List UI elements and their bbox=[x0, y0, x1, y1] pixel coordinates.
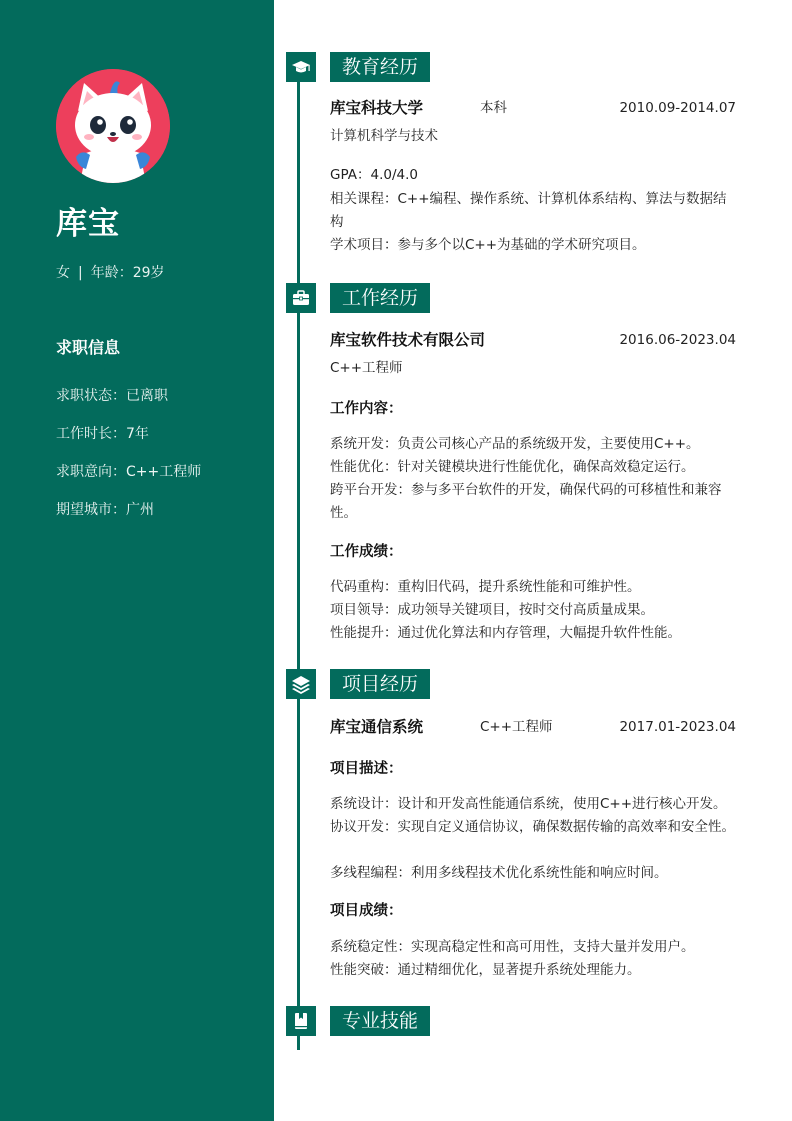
work-content-item: 系统开发：负责公司核心产品的系统级开发，主要使用C++。 bbox=[330, 436, 700, 452]
job-status: 求职状态：已离职 bbox=[56, 388, 168, 404]
education-period: 2010.09-2014.07 bbox=[619, 100, 736, 116]
profile-name: 库宝 bbox=[56, 206, 120, 242]
section-title-skills: 专业技能 bbox=[330, 1006, 430, 1036]
project-desc-item: 多线程编程：利用多线程技术优化系统性能和响应时间。 bbox=[330, 865, 668, 881]
work-role: C++工程师 bbox=[330, 360, 403, 376]
work-period: 2016.06-2023.04 bbox=[619, 332, 736, 348]
project-desc-title: 项目描述： bbox=[330, 761, 403, 777]
work-result-item: 代码重构：重构旧代码，提升系统性能和可维护性。 bbox=[330, 579, 641, 595]
work-content-item: 跨平台开发：参与多平台软件的开发，确保代码的可移植性和兼容性。 bbox=[330, 482, 722, 521]
job-info-title: 求职信息 bbox=[56, 338, 121, 357]
age: 年龄：29岁 bbox=[90, 265, 165, 281]
education-gpa: GPA：4.0/4.0 bbox=[330, 167, 418, 183]
work-result-title: 工作成绩： bbox=[330, 544, 403, 560]
project-desc-item: 系统设计：设计和开发高性能通信系统，使用C++进行核心开发。 bbox=[330, 796, 727, 812]
project-result-item: 性能突破：通过精细优化，显著提升系统处理能力。 bbox=[330, 962, 641, 978]
section-title-project: 项目经历 bbox=[330, 669, 430, 699]
project-result-title: 项目成绩： bbox=[330, 903, 403, 919]
work-icon-box bbox=[286, 283, 316, 313]
section-title-education: 教育经历 bbox=[330, 52, 430, 82]
education-school: 库宝科技大学 bbox=[330, 99, 424, 117]
skills-icon-box bbox=[286, 1006, 316, 1036]
job-intention: 求职意向：C++工程师 bbox=[56, 464, 202, 480]
education-degree: 本科 bbox=[480, 100, 507, 116]
cat-mascot-icon bbox=[56, 69, 170, 183]
layers-icon bbox=[286, 669, 316, 699]
education-research: 学术项目：参与多个以C++为基础的学术研究项目。 bbox=[330, 237, 646, 253]
work-result-item: 项目领导：成功领导关键项目，按时交付高质量成果。 bbox=[330, 602, 654, 618]
project-result-item: 系统稳定性：实现高稳定性和高可用性，支持大量并发用户。 bbox=[330, 939, 695, 955]
work-content-title: 工作内容： bbox=[330, 401, 403, 417]
education-courses: 相关课程：C++编程、操作系统、计算机体系结构、算法与数据结构 bbox=[330, 191, 727, 230]
project-desc-item: 协议开发：实现自定义通信协议，确保数据传输的高效率和安全性。 bbox=[330, 819, 735, 835]
gender: 女 bbox=[56, 265, 70, 281]
briefcase-icon bbox=[286, 283, 316, 313]
work-duration: 工作时长：7年 bbox=[56, 426, 149, 442]
sidebar bbox=[0, 0, 274, 1121]
work-content-item: 性能优化：针对关键模块进行性能优化，确保高效稳定运行。 bbox=[330, 459, 695, 475]
project-name: 库宝通信系统 bbox=[330, 718, 424, 736]
separator: | bbox=[78, 265, 83, 281]
work-company: 库宝软件技术有限公司 bbox=[330, 331, 486, 349]
project-period: 2017.01-2023.04 bbox=[619, 719, 736, 735]
graduation-cap-icon bbox=[286, 52, 316, 82]
education-major: 计算机科学与技术 bbox=[330, 128, 438, 144]
avatar bbox=[56, 69, 170, 183]
project-icon-box bbox=[286, 669, 316, 699]
book-icon bbox=[286, 1006, 316, 1036]
education-icon-box bbox=[286, 52, 316, 82]
work-result-item: 性能提升：通过优化算法和内存管理，大幅提升软件性能。 bbox=[330, 625, 681, 641]
basic-info bbox=[56, 262, 165, 282]
timeline-line bbox=[297, 52, 300, 1050]
section-title-work: 工作经历 bbox=[330, 283, 430, 313]
expected-city: 期望城市：广州 bbox=[56, 502, 154, 518]
project-role: C++工程师 bbox=[480, 719, 553, 735]
